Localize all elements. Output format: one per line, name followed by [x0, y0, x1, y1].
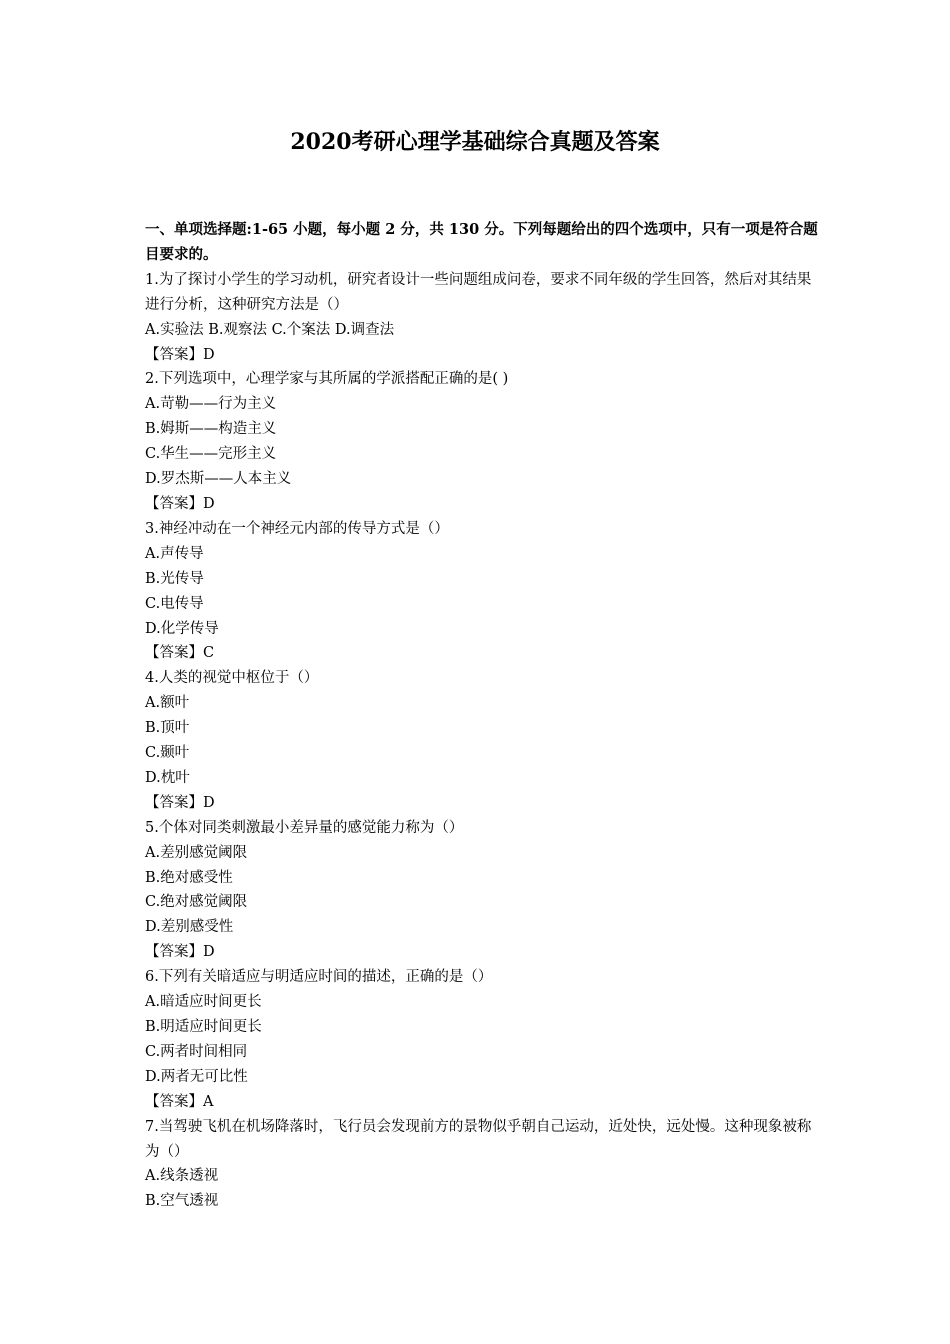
option-item: A.暗适应时间更长	[145, 994, 262, 1011]
document-title: 2020考研心理学基础综合真题及答案	[290, 129, 660, 155]
question-stem: 1.为了探讨小学生的学习动机，研究者设计一些问题组成问卷，要求不同年级的学生回答，然后对其结果进行分析，这种研究方法是（）	[145, 271, 812, 313]
question-stem: 7.当驾驶飞机在机场降落时，飞行员会发现前方的景物似乎朝自己运动，近处快，远处慢。这种现象被称为（）	[145, 1118, 812, 1160]
document-body	[145, 218, 825, 1214]
section-heading: 一、单项选择题:1-65 小题，每小题 2 分，共 130 分。下列每题给出的四个选项中，只有一项是符合题目要求的。	[145, 221, 818, 263]
answer-line: 【答案】D	[145, 346, 215, 363]
question-stem: 4.人类的视觉中枢位于（）	[145, 670, 319, 687]
option-item: C.颞叶	[145, 745, 190, 762]
option-item: D.两者无可比性	[145, 1068, 248, 1085]
option-item: D.罗杰斯——人本主义	[145, 471, 292, 488]
option-item: A.声传导	[145, 545, 204, 562]
question-stem: 3.神经冲动在一个神经元内部的传导方式是（）	[145, 520, 449, 537]
option-item: D.差别感受性	[145, 919, 234, 936]
option-item: B.姆斯——构造主义	[145, 421, 277, 438]
option-item: A.差别感觉阈限	[145, 844, 248, 861]
question-stem: 5.个体对同类刺激最小差异量的感觉能力称为（）	[145, 819, 464, 836]
question-stem: 6.下列有关暗适应与明适应时间的描述，正确的是（）	[145, 969, 493, 986]
option-item: C.电传导	[145, 595, 204, 612]
answer-line: 【答案】D	[145, 794, 215, 811]
option-item: B.明适应时间更长	[145, 1019, 262, 1035]
option-item: B.绝对感受性	[145, 869, 233, 886]
option-item: D.化学传导	[145, 620, 219, 637]
option-item: D.枕叶	[145, 769, 190, 786]
option-item: C.两者时间相同	[145, 1043, 248, 1060]
question-stem: 2.下列选项中，心理学家与其所属的学派搭配正确的是( )	[145, 371, 509, 388]
answer-line: 【答案】A	[145, 1093, 214, 1110]
answer-line: 【答案】C	[145, 645, 215, 662]
option-item: C.华生——完形主义	[145, 446, 277, 463]
option-item: A.线条透视	[145, 1168, 219, 1185]
answer-line: 【答案】D	[145, 944, 215, 961]
option-item: B.顶叶	[145, 720, 190, 737]
option-item: C.绝对感觉阈限	[145, 894, 248, 911]
option-item: B.空气透视	[145, 1193, 219, 1210]
option-item: B.光传导	[145, 570, 204, 587]
answer-line: 【答案】D	[145, 495, 215, 512]
option-item: A.额叶	[145, 695, 190, 712]
option-item: A.苛勒——行为主义	[145, 396, 277, 413]
question-options: A.实验法 B.观察法 C.个案法 D.调查法	[145, 321, 395, 338]
